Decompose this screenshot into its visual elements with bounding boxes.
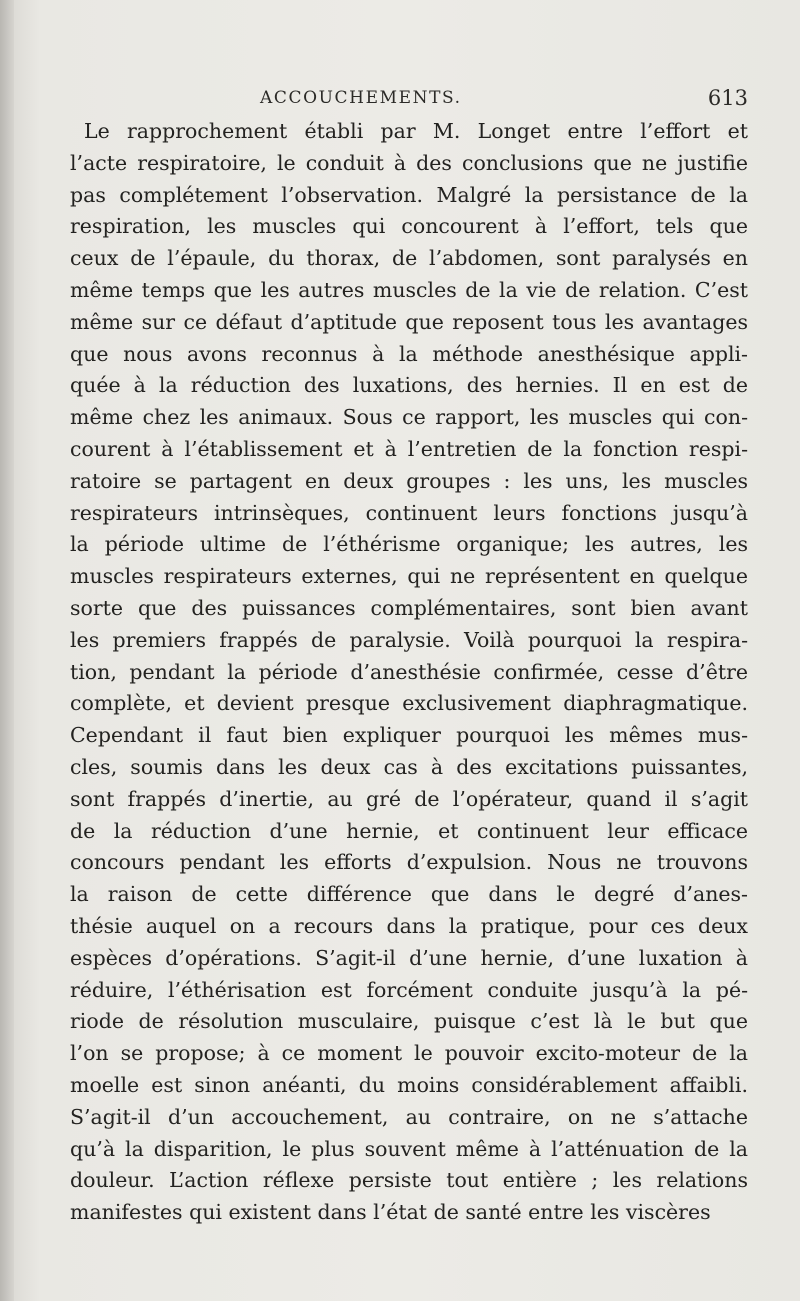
text-line: de la réduction d’une hernie, et continuent leur efficace [70,818,748,843]
text-line: moelle est sinon anéanti, du moins considérablement affaibli. [70,1072,748,1097]
text-line: tion, pendant la période d’anesthésie confirmée, cesse d’être [70,659,748,684]
text-line: cles, soumis dans les deux cas à des excitations puissantes, [70,754,748,779]
text-line: respiration, les muscles qui concourent à l’effort, tels que [70,214,748,239]
text-line: l’on se propose; à ce moment le pouvoir excito-moteur de la [70,1041,748,1066]
text-line: Le rapprochement établi par M. Longet entre l’effort et [84,119,748,143]
text-line: l’acte respiratoire, le conduit à des conclusions que ne justifie [70,150,748,175]
text-line: la période ultime de l’éthérisme organique; les autres, les [70,532,748,557]
text-line: espèces d’opérations. S’agit-il d’une hernie, d’une luxation à [70,945,748,970]
text-line: que nous avons reconnus à la méthode anesthésique appli- [70,341,748,366]
text-line: concours pendant les efforts d’expulsion. Nous ne trouvons [70,850,748,875]
text-line: pas complétement l’observation. Malgré la persistance de la [70,182,748,207]
page-number: 613 [707,86,748,110]
text-line: sont frappés d’inertie, au gré de l’opérateur, quand il s’agit [70,786,748,811]
text-line: même temps que les autres muscles de la vie de relation. C’est [70,277,748,302]
running-head [70,88,748,112]
text-line: les premiers frappés de paralysie. Voilà pourquoi la respira- [70,627,748,652]
text-line: courent à l’établissement et à l’entretien de la fonction respi- [70,436,748,461]
text-line: la raison de cette différence que dans le degré d’anes- [70,882,748,907]
text-line: même chez les animaux. Sous ce rapport, les muscles qui con- [70,405,748,430]
running-title: ACCOUCHEMENTS. [260,88,462,108]
text-line: sorte que des puissances complémentaires, sont bien avant [70,595,748,620]
text-line: quée à la réduction des luxations, des hernies. Il en est de [70,373,748,398]
text-line: respirateurs intrinsèques, continuent leurs fonctions jusqu’à [70,500,748,525]
text-line: qu’à la disparition, le plus souvent même à l’atténuation de la [70,1136,748,1161]
text-line: Cependant il faut bien expliquer pourquoi les mêmes mus- [70,723,748,748]
text-line: thésie auquel on a recours dans la pratique, pour ces deux [70,913,748,938]
text-line: douleur. L’action réflexe persiste tout entière ; les relations [70,1168,748,1193]
body-paragraph [70,116,748,1229]
text-line: muscles respirateurs externes, qui ne représentent en quelque [70,564,748,589]
text-line: complète, et devient presque exclusivement diaphragmatique. [70,691,748,716]
text-line: même sur ce défaut d’aptitude que reposent tous les avantages [70,309,748,334]
text-line: S’agit-il d’un accouchement, au contraire, on ne s’attache [70,1104,748,1129]
page-gutter-shadow [0,0,14,1301]
text-line: réduire, l’éthérisation est forcément conduite jusqu’à la pé- [70,977,748,1002]
text-line: ceux de l’épaule, du thorax, de l’abdomen, sont paralysés en [70,246,748,271]
text-line: ratoire se partagent en deux groupes : les uns, les muscles [70,468,748,493]
text-line: riode de résolution musculaire, puisque c’est là le but que [70,1009,748,1034]
text-line: manifestes qui existent dans l’état de santé entre les viscères [70,1200,711,1225]
